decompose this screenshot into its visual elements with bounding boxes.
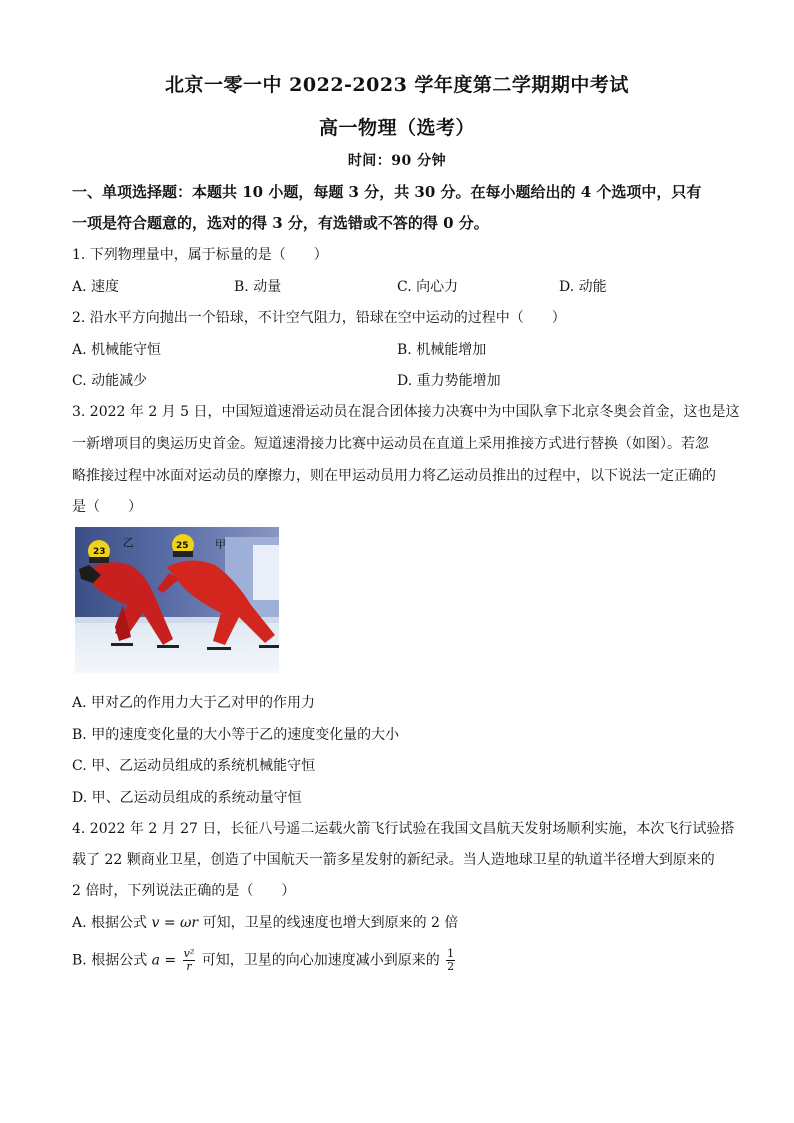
speed-skating-photo <box>75 527 279 673</box>
q2-option-b[interactable]: B. 机械能增加 <box>397 342 487 358</box>
q4-stem-line1: 4. 2022 年 2 月 27 日，长征八号遥二运载火箭飞行试验在我国文昌航天发射场顺利实施，本次飞行试验搭 <box>72 821 735 837</box>
q3-stem-line1: 3. 2022 年 2 月 5 日，中国短道速滑运动员在混合团体接力决赛中为中国队拿下北京冬奥会首金，这也是这 <box>72 404 740 420</box>
q3-stem-line2: 一新增项目的奥运历史首金。短道速滑接力比赛中运动员在直道上采用推接方式进行替换（如图）。若忽 <box>72 436 709 452</box>
q4-option-b-formula-fraction <box>183 948 196 973</box>
label-jia: 甲 <box>215 538 226 551</box>
q3-option-c[interactable]: C. 甲、乙运动员组成的系统机械能守恒 <box>72 758 316 774</box>
q1-option-c[interactable]: C. 向心力 <box>397 279 459 295</box>
q4-option-b-suffix: 可知，卫星的向心加速度减小到原来的 <box>201 952 440 969</box>
q4-stem-line3: 2 倍时，下列说法正确的是（ ） <box>72 883 296 899</box>
q4-option-b-formula-denominator: r <box>186 960 192 973</box>
q2-option-a[interactable]: A. 机械能守恒 <box>72 342 162 358</box>
q4-option-b-ratio-numerator: 1 <box>447 947 455 960</box>
q1-option-d[interactable]: D. 动能 <box>559 279 607 295</box>
helmet-number-right: 25 <box>176 541 189 551</box>
q3-stem-line3: 略推接过程中冰面对运动员的摩擦力，则在甲运动员用力将乙运动员推出的过程中，以下说法一定正确的 <box>72 468 716 484</box>
q4-option-b-formula-lhs: a = <box>151 952 177 969</box>
q3-option-a[interactable]: A. 甲对乙的作用力大于乙对甲的作用力 <box>72 695 316 711</box>
exam-time: 时间：90 分钟 <box>347 153 447 169</box>
q1-stem: 1. 下列物理量中，属于标量的是（ ） <box>72 247 328 263</box>
q4-option-a-suffix: 可知，卫星的线速度也增大到原来的 2 倍 <box>202 915 459 931</box>
q4-option-a-prefix: A. 根据公式 <box>72 915 148 931</box>
q1-option-a[interactable]: A. 速度 <box>72 279 120 295</box>
exam-title: 北京一零一中 2022-2023 学年度第二学期期中考试 <box>165 74 629 96</box>
q4-stem-line2: 载了 22 颗商业卫星，创造了中国航天一箭多星发射的新纪录。当人造地球卫星的轨道半径增大到原来的 <box>72 852 715 868</box>
q4-option-b-ratio <box>446 948 455 973</box>
q4-option-a[interactable] <box>72 912 458 932</box>
q2-option-c[interactable]: C. 动能减少 <box>72 373 148 389</box>
q3-stem-line4: 是（ ） <box>72 499 142 515</box>
q4-option-b-prefix: B. 根据公式 <box>72 952 148 969</box>
helmet-number-left: 23 <box>93 547 106 557</box>
q2-stem: 2. 沿水平方向抛出一个铅球，不计空气阻力，铅球在空中运动的过程中（ ） <box>72 310 566 326</box>
q3-option-d[interactable]: D. 甲、乙运动员组成的系统动量守恒 <box>72 790 302 806</box>
q4-option-b-ratio-denominator: 2 <box>447 960 455 973</box>
section-instructions-line1: 一、单项选择题：本题共 10 小题，每题 3 分，共 30 分。在每小题给出的 4 个选项中，只有 <box>72 183 702 201</box>
q3-option-b[interactable]: B. 甲的速度变化量的大小等于乙的速度变化量的大小 <box>72 727 400 743</box>
section-instructions-line2: 一项是符合题意的，选对的得 3 分，有选错或不答的得 0 分。 <box>72 214 489 232</box>
q1-option-b[interactable]: B. 动量 <box>234 279 282 295</box>
exam-subtitle: 高一物理（选考） <box>318 117 475 139</box>
q4-option-a-formula: v = ωr <box>151 915 199 931</box>
label-yi: 乙 <box>123 536 134 549</box>
q4-option-b-formula-numerator: v² <box>183 947 195 960</box>
q4-option-b[interactable] <box>72 948 457 973</box>
q2-option-d[interactable]: D. 重力势能增加 <box>397 373 501 389</box>
